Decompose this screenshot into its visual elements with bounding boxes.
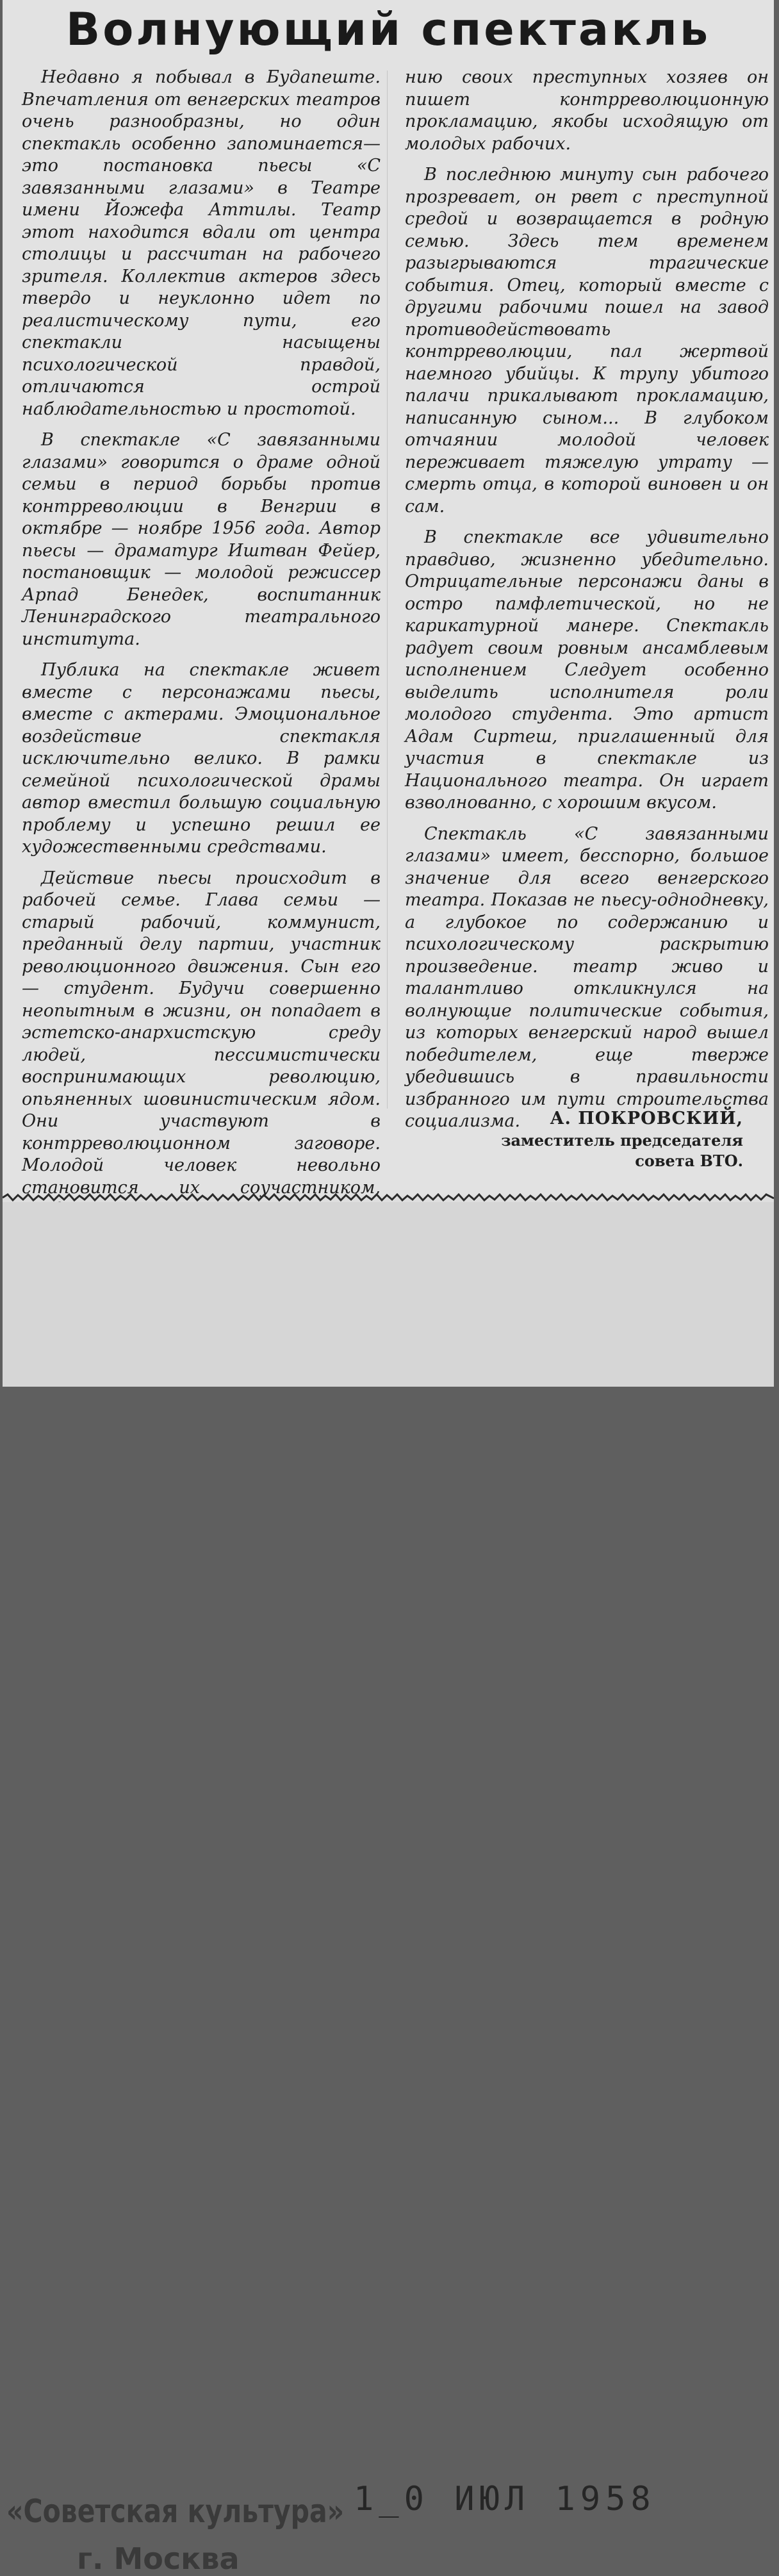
torn-edge <box>3 1193 774 1202</box>
author-name: А. ПОКРОВСКИЙ, <box>550 1109 743 1128</box>
author-position-1: заместитель председателя <box>501 1131 743 1150</box>
right-paragraph-1: нию своих преступных хозяев он пишет контрреволюционную прокламацию, якобы исходящую от молодых рабочих. <box>405 67 769 154</box>
author-signature <box>501 1107 743 1171</box>
newspaper-clipping <box>3 0 774 2576</box>
newspaper-source: «Советская культура» <box>6 2493 345 2530</box>
right-column <box>405 67 769 1142</box>
left-paragraph-2: В спектакле «С завязанными глазами» говорится о драме одной семьи в период борьбы против контрреволюции в Венгрии в октябре — ноябре 1956 года. Автор пьесы — драматург Иштван Фейер, постановщик — молодой режиссер Арпад Бенедек, воспитанник Ленинградского театрального института. <box>22 430 381 649</box>
left-paragraph-4: Действие пьесы происходит в рабочей семье. Глава семьи — старый рабочий, коммунист, преданный делу партии, участник революционного движения. Сын его — студент. Будучи совершенно неопытным в жизни, он попадает в эстетско-анархистскую среду людей, пессимистически воспринимающих революцию, опьяненных шовинистическим ядом. Они участвуют в контрреволюционном заговоре. Молодой человек невольно становится их соучастником, <box>22 868 381 1198</box>
left-paragraph-3: Публика на спектакле живет вместе с персонажами пьесы, вместе с актерами. Эмоциональное воздействие спектакля исключительно велико. В рамки семейной психологической драмы автор вместил большую социальную проблему и успешно решил ее художественными средствами. <box>22 660 381 857</box>
article-headline: Волнующий спектакль <box>65 3 711 56</box>
author-position-2: совета ВТО. <box>635 1152 743 1170</box>
article <box>3 0 774 1196</box>
right-paragraph-4: Спектакль «С завязанными глазами» имеет, бесспорно, большое значение для всего венгерского театра. Показав не пьесу-однодневку, а глубокое по содержанию и психологическому раскрытию произведение. театр живо и талантливо откликнулся на волнующие политические события, из которых венгерский народ вышел победителем, еще тверже убедившись в правильности избранного им пути строительства социализма. <box>405 823 769 1131</box>
left-column <box>22 67 381 1252</box>
column-divider <box>387 70 388 1109</box>
clipping-footer <box>3 1202 774 2576</box>
left-paragraph-1: Недавно я побывал в Будапеште. Впечатления от венгерских театров очень разнообразны, но один спектакль особенно запоминается— это постановка пьесы «С завязанными глазами» в Театре имени Йожефа Аттилы. Театр этот находится вдали от центра столицы и рассчитан на рабочего зрителя. Коллектив актеров здесь твердо и неуклонно идет по реалистическому пути, его спектакли насыщены психологической правдой, отличаются острой наблюдательностью и простотой. <box>22 67 381 419</box>
date-stamp: 1_0 ИЮЛ 1958 <box>354 2480 656 2518</box>
right-paragraph-2: В последнюю минуту сын рабочего прозревает, он рвет с преступной средой и возвращается в родную семью. Здесь тем временем разыгрываются трагические события. Отец, который вместе с другими рабочими пошел на завод противодействовать контрреволюции, пал жертвой наемного убийцы. К трупу убитого палачи прикалывают прокламацию, написанную сыном... В глубоком отчаянии молодой человек переживает тяжелую утрату — смерть отца, в которой виновен и он сам. <box>405 165 769 516</box>
city-label: г. Москва <box>77 2541 240 2576</box>
right-paragraph-3: В спектакле все удивительно правдиво, жизненно убедительно. Отрицательные персонажи даны в остро памфлетической, но не карикатурной манере. Спектакль радует своим ровным ансамблевым исполнением Следует особенно выделить исполнителя роли молодого студента. Это артист Адам Сиртеш, приглашенный для участия в спектакле из Национального театра. Он играет взволнованно, с хорошим вкусом. <box>405 527 769 813</box>
